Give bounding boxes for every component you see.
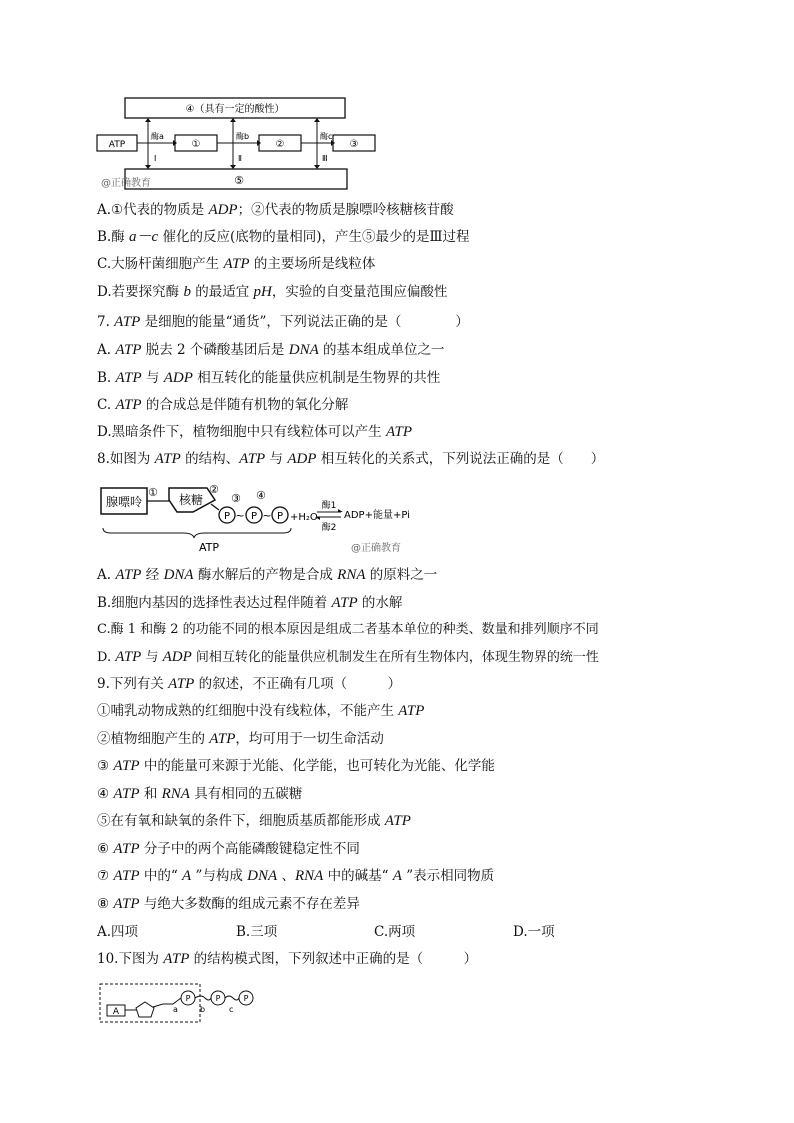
step-3-label: Ⅲ: [322, 154, 328, 163]
watermark: @正确教育: [101, 178, 151, 189]
q9-statement-4: ④ ATP 和 RNA 具有相同的五碳糖: [97, 786, 303, 802]
enzyme-b-label: 酶b: [236, 132, 250, 141]
phosphate-3-label: P: [276, 511, 284, 522]
tilde-1: ~: [235, 509, 245, 522]
q9-statement-2: ②植物细胞产生的 ATP，均可用于一切生命活动: [97, 731, 384, 747]
marker-3: ③: [231, 492, 241, 505]
q7-option-a: A. ATP 脱去 2 个磷酸基团后是 DNA 的基本组成单位之一: [97, 342, 445, 358]
q9-statement-7: ⑦ ATP 中的“ A ”与构成 DNA 、RNA 中的碱基“ A ”表示相同物质: [97, 868, 495, 884]
q8-option-d: D. ATP 与 ADP 间相互转化的能量供应机制发生在所有生物体内，体现生物界的统一性: [97, 649, 599, 665]
step-2-label: Ⅱ: [238, 154, 242, 163]
marker-2: ②: [209, 483, 219, 496]
phosphate-3-label: P: [243, 994, 249, 1003]
marker-1: ①: [148, 486, 158, 499]
q6-option-d: D.若要探究酶 b 的最适宜 pH，实验的自变量范围应偏酸性: [97, 284, 448, 300]
water-label: +H₂O: [290, 512, 318, 523]
enzyme-2-label: 酶2: [321, 523, 337, 533]
step-1-label: Ⅰ: [154, 154, 157, 163]
enzyme-1-label: 酶1: [321, 501, 337, 511]
q6-option-b: B.酶 a－c 催化的反应(底物的量相同)，产生⑤最少的是Ⅲ过程: [97, 229, 470, 245]
box-3-label: ③: [349, 139, 359, 150]
q8-option-b: B.细胞内基因的选择性表达过程伴随着 ATP 的水解: [97, 595, 403, 611]
q9-option-a: A.四项: [97, 924, 139, 940]
atp-brace-label: ATP: [198, 541, 220, 554]
tilde-2: ~: [262, 509, 272, 522]
q7-option-c: C. ATP 的合成总是伴随有机物的氧化分解: [97, 397, 349, 413]
phosphate-2-label: P: [215, 994, 221, 1003]
box-1-label: ①: [191, 139, 201, 150]
q8-stem: 8.如图为 ATP 的结构、ATP 与 ADP 相互转化的关系式，下列说法正确的是（ ）: [97, 451, 605, 467]
top-bar-label: ④（具有一定的酸性）: [185, 104, 285, 115]
q9-stem: 9.下列有关 ATP 的叙述，不正确有几项（ ）: [97, 676, 402, 692]
q7-option-d: D.黑暗条件下，植物细胞中只有线粒体可以产生 ATP: [97, 424, 413, 440]
watermark: @正确教育: [351, 543, 401, 554]
q9-statement-6: ⑥ ATP 分子中的两个高能磷酸键稳定性不同: [97, 841, 360, 857]
adenine-label: 腺嘌呤: [105, 495, 143, 509]
q9-option-c: C.两项: [374, 924, 416, 940]
bond-a-label: a: [173, 1005, 178, 1014]
q9-statement-1: ①哺乳动物成熟的红细胞中没有线粒体，不能产生 ATP: [97, 703, 425, 719]
phosphate-1-label: P: [185, 994, 191, 1003]
atp-model-figure: [97, 980, 267, 1028]
enzyme-c-label: 酶c: [320, 132, 333, 141]
atp-structure-figure: [97, 480, 417, 560]
pentose-shape: [136, 1002, 154, 1017]
atp-pathway-figure: [93, 95, 383, 195]
bond-b-label: b: [200, 1005, 206, 1014]
q9-option-b: B.三项: [236, 924, 278, 940]
q9-statement-5: ⑤在有氧和缺氧的条件下，细胞质基质都能形成 ATP: [97, 813, 411, 829]
q9-option-d: D.一项: [513, 924, 555, 940]
q9-statement-3: ③ ATP 中的能量可来源于光能、化学能，也可转化为光能、化学能: [97, 758, 495, 774]
q6-option-a: A.①代表的物质是 ADP；②代表的物质是腺嘌呤核糖核苷酸: [97, 202, 454, 218]
enzyme-a-label: 酶a: [151, 132, 164, 141]
adenine-box-label: A: [112, 1007, 120, 1017]
q6-option-c: C.大肠杆菌细胞产生 ATP 的主要场所是线粒体: [97, 256, 376, 272]
phosphate-1-label: P: [223, 511, 231, 522]
bottom-bar-label: ⑤: [234, 174, 244, 187]
q9-statement-8: ⑧ ATP 与绝大多数酶的组成元素不存在差异: [97, 896, 360, 912]
marker-4: ④: [256, 489, 266, 502]
box-2-label: ②: [275, 139, 285, 150]
products-label: ADP+能量+Pi: [344, 510, 410, 521]
q8-option-a: A. ATP 经 DNA 酶水解后的产物是合成 RNA 的原料之一: [97, 567, 438, 583]
q7-option-b: B. ATP 与 ADP 相互转化的能量供应机制是生物界的共性: [97, 370, 441, 386]
q10-stem: 10.下图为 ATP 的结构模式图，下列叙述中正确的是（ ）: [97, 951, 478, 967]
bond-c-label: c: [229, 1005, 234, 1014]
atp-box-label: ATP: [108, 140, 126, 150]
phosphate-2-label: P: [250, 511, 258, 522]
ribose-label: 核糖: [178, 493, 204, 507]
q7-stem: 7. ATP 是细胞的能量“通货”，下列说法正确的是（ ）: [97, 314, 469, 330]
q8-option-c: C.酶 1 和酶 2 的功能不同的根本原因是组成二者基本单位的种类、数量和排列顺序不同: [97, 622, 599, 637]
